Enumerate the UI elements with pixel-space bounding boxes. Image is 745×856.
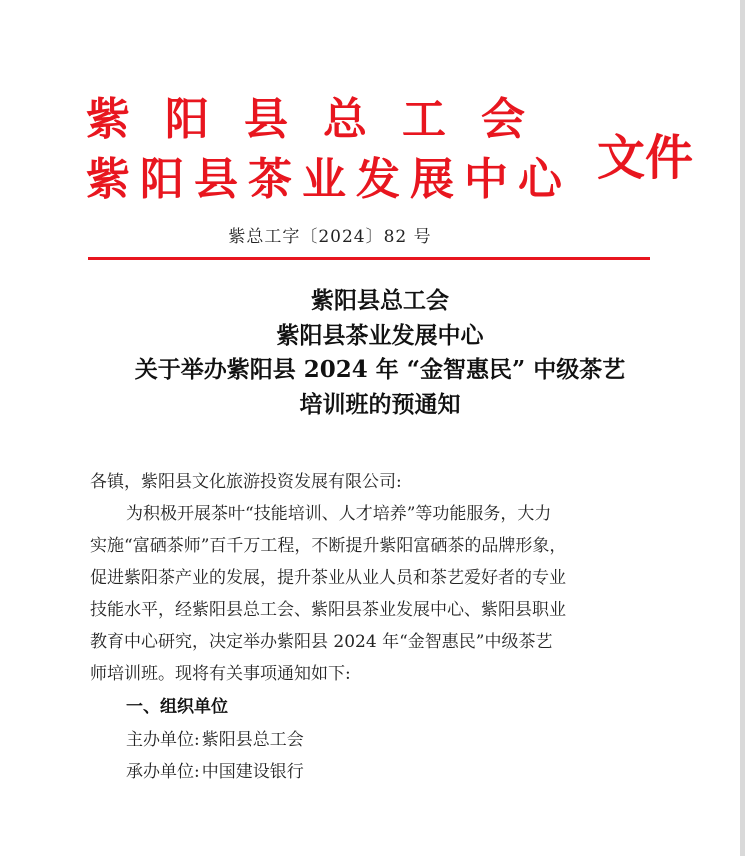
- letterhead-divider: [88, 257, 650, 260]
- title-line-2: 紫阳县茶业发展中心: [276, 321, 484, 349]
- document-number: 紫总工字〔2024〕82 号: [228, 227, 432, 247]
- co-organizer-row: [90, 756, 670, 788]
- document-title: [60, 284, 700, 422]
- paragraph-line: 促进紫阳茶产业的发展，提升茶业从业人员和茶艺爱好者的专业: [90, 568, 566, 588]
- letterhead-doc-suffix: 文件: [597, 130, 694, 186]
- co-organizer-label: 承办单位:: [126, 762, 200, 782]
- letterhead-org-2: 紫阳县茶业发展中心: [86, 154, 572, 205]
- letterhead-org-1: 紫阳县总工会: [86, 94, 560, 145]
- title-line-1: 紫阳县总工会: [311, 287, 449, 314]
- paragraph-line: 实施“富硒茶师”百千万工程，不断提升紫阳富硒茶的品牌形象，: [90, 536, 567, 556]
- intro-paragraph: [90, 498, 670, 690]
- paragraph-line: 技能水平，经紫阳县总工会、紫阳县茶业发展中心、紫阳县职业: [90, 600, 566, 620]
- title-line-3: 关于举办紫阳县 2024 年 “金智惠民” 中级茶艺: [134, 356, 626, 383]
- document-body: [90, 466, 670, 788]
- paragraph-line: 为积极开展茶叶“技能培训、人才培养”等功能服务，大力: [126, 504, 552, 524]
- section-heading-organizers: 一、组织单位: [126, 697, 228, 717]
- organizer-label: 主办单位:: [126, 730, 200, 750]
- title-line-4: 培训班的预通知: [299, 390, 461, 418]
- paragraph-line: 师培训班。现将有关事项通知如下:: [90, 664, 351, 684]
- paragraph-line: 教育中心研究，决定举办紫阳县 2024 年“金智惠民”中级茶艺: [90, 632, 553, 652]
- organizer-value: 紫阳县总工会: [201, 730, 304, 750]
- addressee: 各镇，紫阳县文化旅游投资发展有限公司:: [90, 472, 402, 492]
- co-organizer-value: 中国建设银行: [201, 762, 304, 782]
- organizer-row: [90, 724, 670, 756]
- page-edge: [740, 0, 745, 856]
